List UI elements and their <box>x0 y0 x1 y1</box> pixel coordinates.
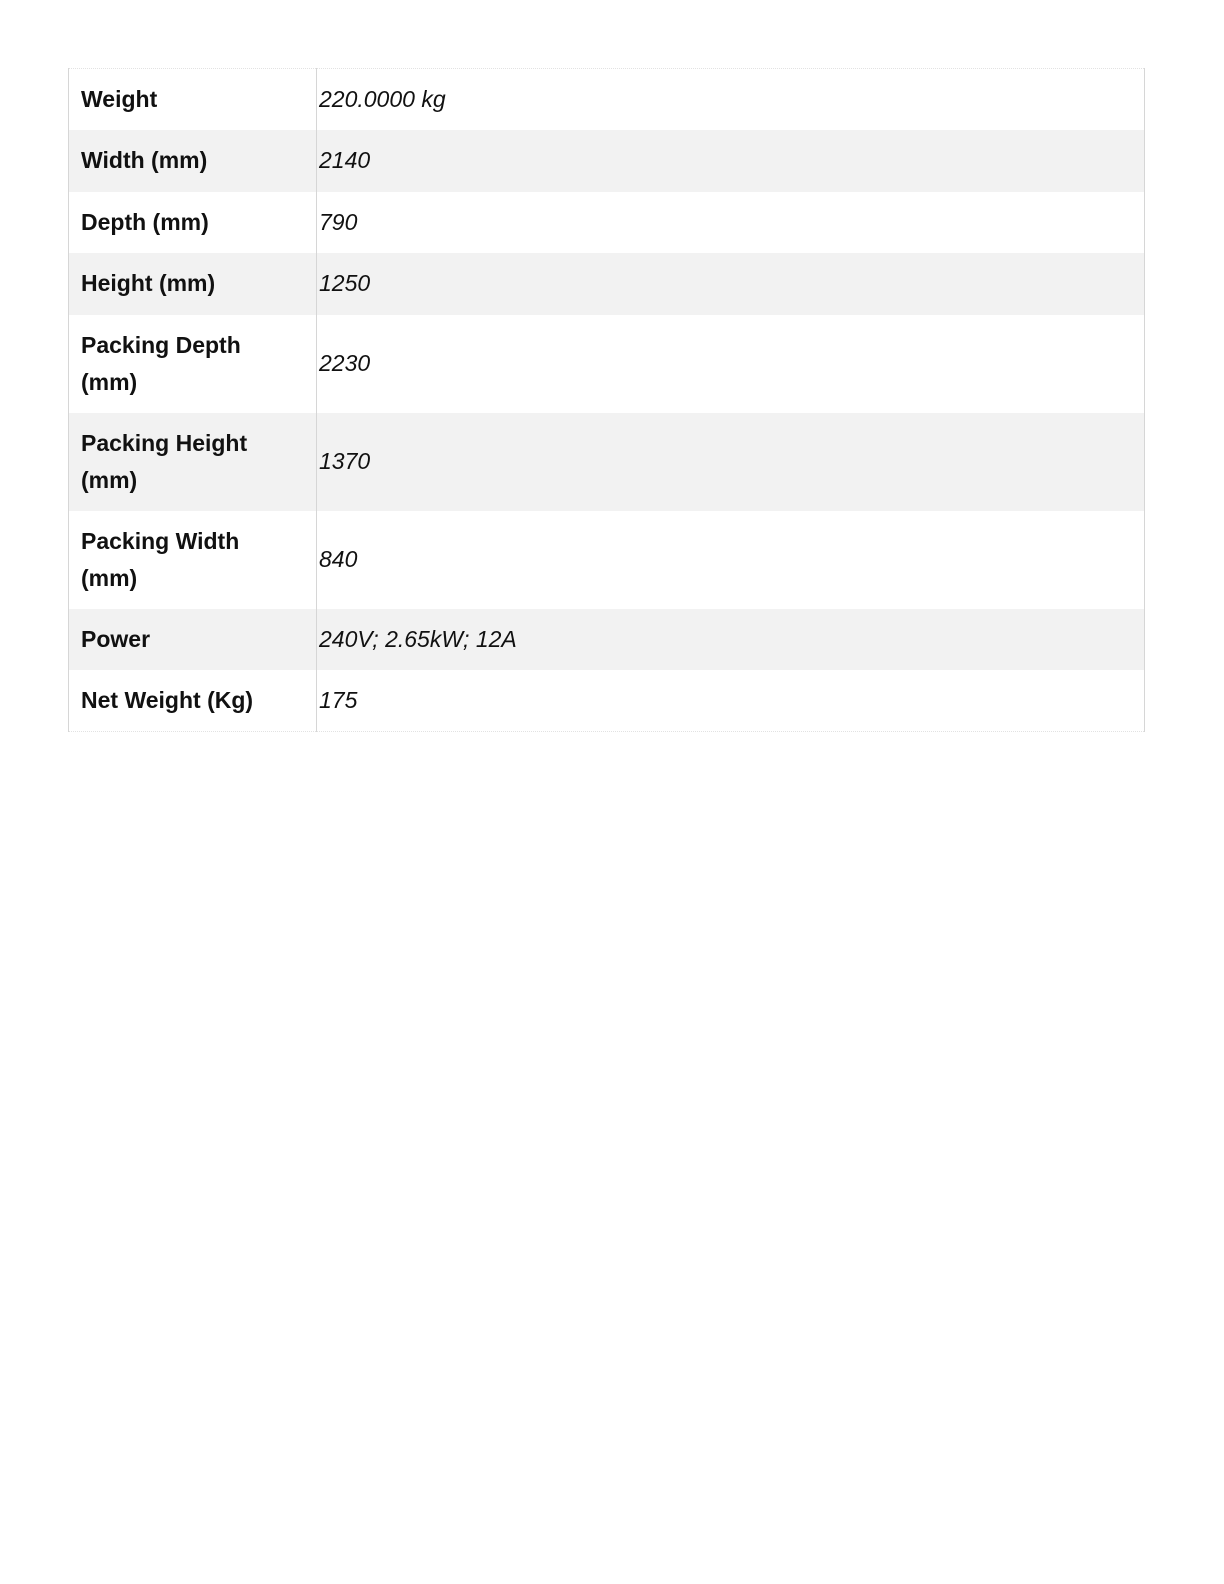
spec-row-packing-height <box>69 413 1145 511</box>
spec-value: 220.0000 kg <box>319 86 446 112</box>
spec-label: Power <box>69 609 317 671</box>
spec-row-width <box>69 130 1145 192</box>
spec-label: Packing Width (mm) <box>69 511 317 609</box>
spec-value: 840 <box>319 546 358 572</box>
spec-row-power <box>69 609 1145 671</box>
spec-value: 790 <box>319 208 358 235</box>
spec-value: 1250 <box>317 253 1145 315</box>
spec-label: Packing Height (mm) <box>69 413 317 511</box>
spec-value: 2230 <box>319 350 371 376</box>
spec-row-height <box>69 253 1145 315</box>
spec-row-net-weight <box>69 670 1145 732</box>
spec-value: 2140 <box>317 130 1145 192</box>
spec-label: Width (mm) <box>69 130 317 192</box>
spec-label: Net Weight (Kg) <box>69 670 317 732</box>
spec-row-packing-depth <box>69 315 1145 413</box>
spec-row-packing-width <box>69 511 1145 609</box>
spec-value: 175 <box>319 687 358 713</box>
spec-value: 1370 <box>317 413 1145 511</box>
spec-label: Weight <box>69 69 317 131</box>
spec-label: Height (mm) <box>69 253 317 315</box>
spec-value: 240V; 2.65kW; 12A <box>317 609 1145 671</box>
specifications-table-body <box>69 69 1145 732</box>
spec-label: Packing Depth (mm) <box>69 315 317 413</box>
specifications-table <box>68 68 1145 732</box>
spec-label: Depth (mm) <box>69 192 317 254</box>
spec-row-depth <box>69 192 1145 254</box>
spec-row-weight <box>69 69 1145 131</box>
